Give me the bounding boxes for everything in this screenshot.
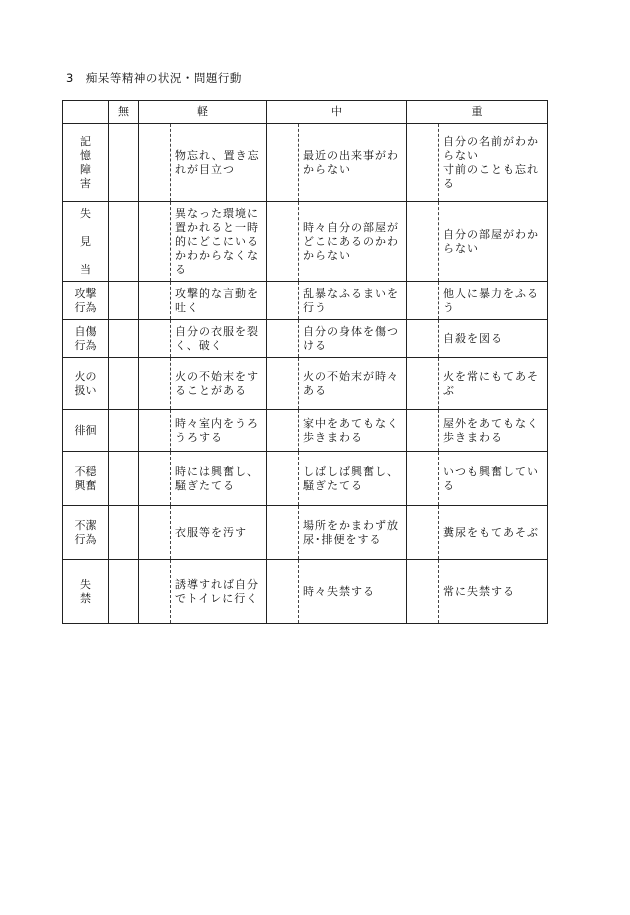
cell-medium: 火の不始末が時々ある — [299, 358, 407, 410]
cell-medium: 時々自分の部屋がどこにあるのかわからない — [299, 202, 407, 282]
cell-none — [109, 506, 139, 560]
cell-medium: 場所をかまわず放尿･排便をする — [299, 506, 407, 560]
cell-light-check — [139, 202, 171, 282]
cell-none — [109, 410, 139, 452]
row-label-text: 記 憶 障 害 — [80, 134, 91, 190]
cell-medium-check — [267, 410, 299, 452]
cell-none — [109, 124, 139, 202]
header-heavy: 重 — [407, 101, 548, 124]
table-row — [63, 124, 548, 202]
header-light: 軽 — [139, 101, 267, 124]
table-row — [63, 282, 548, 320]
row-label — [63, 410, 109, 452]
row-label-text: 攻撃 行為 — [74, 286, 97, 314]
section-heading: 3 痴呆等精神の状況・問題行動 — [66, 71, 242, 85]
cell-heavy: 屋外をあてもなく歩きまわる — [439, 410, 548, 452]
cell-heavy: 自殺を図る — [439, 320, 548, 358]
cell-medium-check — [267, 358, 299, 410]
row-label — [63, 282, 109, 320]
cell-none — [109, 358, 139, 410]
cell-heavy: いつも興奮している — [439, 452, 548, 506]
row-label-text: 徘徊 — [74, 423, 97, 437]
cell-none — [109, 320, 139, 358]
row-label — [63, 452, 109, 506]
cell-light: 誘導すれば自分でトイレに行く — [171, 560, 267, 624]
cell-medium: 最近の出来事がわからない — [299, 124, 407, 202]
cell-medium-check — [267, 452, 299, 506]
cell-medium-check — [267, 124, 299, 202]
cell-light: 時には興奮し、騒ぎたてる — [171, 452, 267, 506]
cell-heavy-check — [407, 560, 439, 624]
cell-heavy-check — [407, 202, 439, 282]
cell-light-check — [139, 282, 171, 320]
cell-medium-check — [267, 560, 299, 624]
cell-heavy-check — [407, 452, 439, 506]
cell-light: 異なった環境に置かれると一時的にどこにいるかわからなくなる — [171, 202, 267, 282]
cell-heavy-check — [407, 506, 439, 560]
header-none: 無 — [109, 101, 139, 124]
table-row — [63, 506, 548, 560]
cell-medium: 乱暴なふるまいを行う — [299, 282, 407, 320]
table-row — [63, 560, 548, 624]
row-label-text: 不穏 興奮 — [74, 464, 97, 492]
row-label — [63, 560, 109, 624]
cell-none — [109, 560, 139, 624]
cell-heavy: 火を常にもてあそぶ — [439, 358, 548, 410]
row-label — [63, 358, 109, 410]
cell-light: 物忘れ、置き忘れが目立つ — [171, 124, 267, 202]
table-row — [63, 202, 548, 282]
cell-light: 火の不始末をすることがある — [171, 358, 267, 410]
cell-light: 衣服等を汚す — [171, 506, 267, 560]
cell-heavy: 糞尿をもてあそぶ — [439, 506, 548, 560]
cell-heavy-check — [407, 282, 439, 320]
table-row — [63, 410, 548, 452]
cell-none — [109, 452, 139, 506]
row-label-text: 自傷 行為 — [74, 324, 97, 352]
cell-medium-check — [267, 282, 299, 320]
header-medium: 中 — [267, 101, 407, 124]
cell-light-check — [139, 560, 171, 624]
row-label — [63, 202, 109, 282]
cell-light: 攻撃的な言動を吐く — [171, 282, 267, 320]
table-row — [63, 320, 548, 358]
cell-heavy-check — [407, 124, 439, 202]
cell-heavy-check — [407, 358, 439, 410]
row-label — [63, 506, 109, 560]
cell-medium-check — [267, 320, 299, 358]
table-row — [63, 358, 548, 410]
row-label-text: 失 禁 — [80, 577, 91, 605]
cell-light: 時々室内をうろうろする — [171, 410, 267, 452]
cell-heavy-check — [407, 410, 439, 452]
cell-medium: 時々失禁する — [299, 560, 407, 624]
cell-light-check — [139, 506, 171, 560]
row-label-text: 不潔 行為 — [74, 518, 97, 546]
cell-heavy: 自分の名前がわからない 寸前のことも忘れる — [439, 124, 548, 202]
cell-heavy: 常に失禁する — [439, 560, 548, 624]
cell-heavy-check — [407, 320, 439, 358]
cell-light-check — [139, 410, 171, 452]
row-label-text: 火の 扱い — [74, 369, 97, 397]
row-label-text: 失 見 当 — [80, 206, 91, 276]
behavior-table — [62, 100, 548, 624]
cell-light-check — [139, 358, 171, 410]
row-label — [63, 320, 109, 358]
cell-none — [109, 202, 139, 282]
cell-medium: 自分の身体を傷つける — [299, 320, 407, 358]
cell-medium-check — [267, 202, 299, 282]
header-row — [63, 101, 548, 124]
cell-medium: しばしば興奮し、騒ぎたてる — [299, 452, 407, 506]
cell-none — [109, 282, 139, 320]
cell-heavy: 他人に暴力をふるう — [439, 282, 548, 320]
row-label — [63, 124, 109, 202]
cell-light-check — [139, 124, 171, 202]
cell-medium: 家中をあてもなく歩きまわる — [299, 410, 407, 452]
cell-heavy: 自分の部屋がわからない — [439, 202, 548, 282]
header-category — [63, 101, 109, 124]
table-row — [63, 452, 548, 506]
cell-light-check — [139, 320, 171, 358]
cell-light-check — [139, 452, 171, 506]
cell-light: 自分の衣服を裂く、破く — [171, 320, 267, 358]
cell-medium-check — [267, 506, 299, 560]
